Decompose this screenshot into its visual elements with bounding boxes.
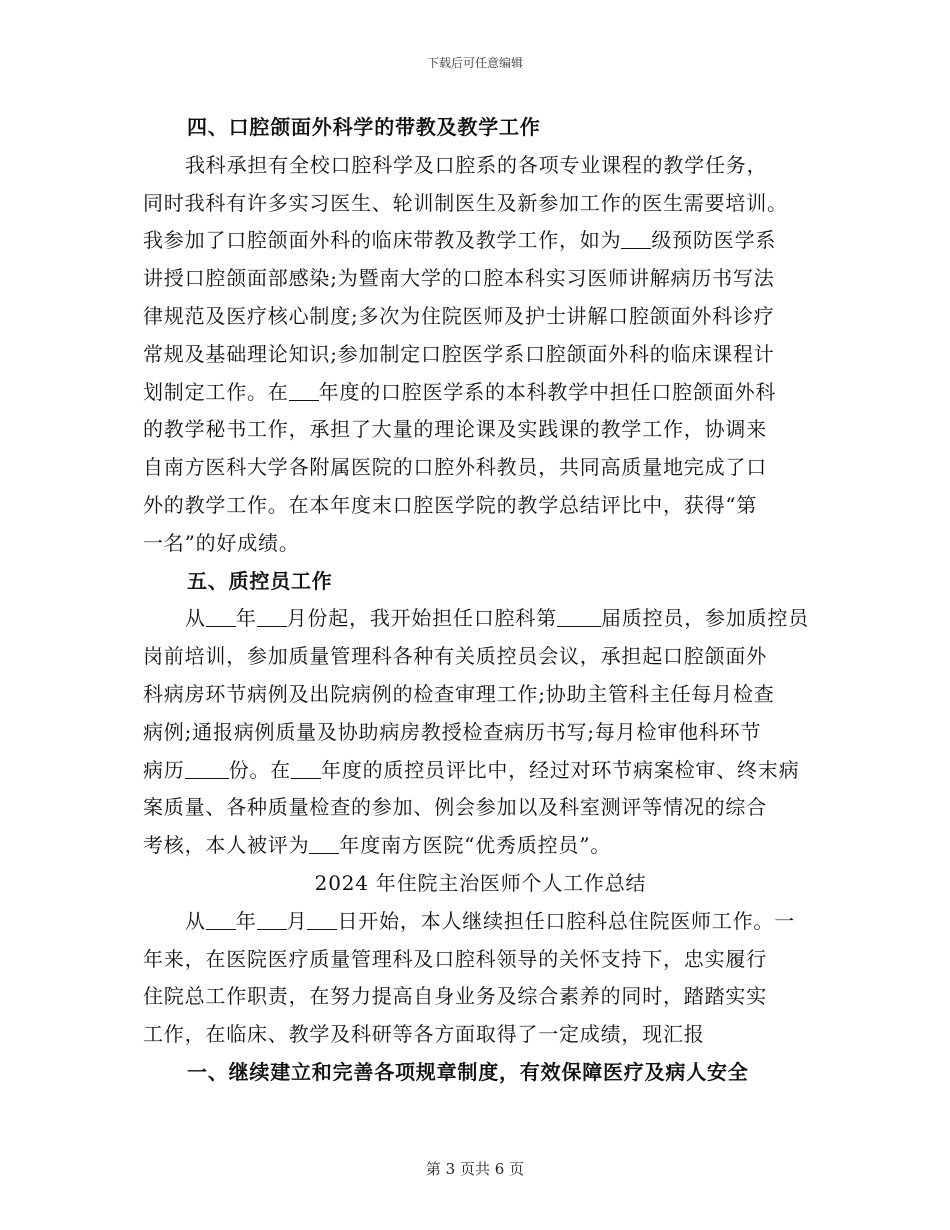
text-segment: 我参加了口腔颌面外科的临床带教及教学工作，如为 <box>143 228 622 253</box>
blank-underline <box>257 607 287 627</box>
text-segment: 划制定工作。在 <box>143 379 289 404</box>
text-segment: 年 <box>235 606 257 631</box>
paragraph-line: 我科承担有全校口腔科学及口腔系的各项专业课程的教学任务， <box>185 152 768 177</box>
document-title: 2024 年住院主治医师个人工作总结 <box>314 870 647 895</box>
text-segment: 从 <box>185 908 206 933</box>
text-segment: 届质控员，参加质控员 <box>601 606 810 631</box>
section-1-heading: 一、继续建立和完善各项规章制度，有效保障医疗及病人安全 <box>187 1059 749 1084</box>
text-segment: 月 <box>286 908 308 933</box>
paragraph-line: 同时我科有许多实习医生、轮训制医生及新参加工作的医生需要培训。 <box>143 190 788 215</box>
text-segment: 年度的口腔医学系的本科教学中担任口腔颌面外科 <box>318 379 777 404</box>
blank-underline <box>621 229 651 249</box>
document-body <box>143 109 808 1092</box>
text-segment: 病历 <box>143 757 185 782</box>
paragraph-line: 外的教学工作。在本年度末口腔医学院的教学总结评比中，获得“第 <box>143 492 758 517</box>
page-footer: 第 3 页共 6 页 <box>425 1160 525 1178</box>
paragraph-line: 科病房环节病例及出院病例的检查审理工作;协助主管科主任每月检查 <box>143 681 775 706</box>
text-segment: 从 <box>185 606 206 631</box>
paragraph-line: 年来，在医院医疗质量管理科及口腔科领导的关怀支持下，忠实履行 <box>143 946 767 971</box>
paragraph-line: 律规范及医疗核心制度;多次为住院医师及护士讲解口腔颌面外科诊疗 <box>143 303 775 328</box>
paragraph-line: 岗前培训，参加质量管理科各种有关质控员会议，承担起口腔颌面外 <box>143 644 767 669</box>
blank-underline <box>185 759 229 779</box>
text-segment: 日开始，本人继续担任口腔科总住院医师工作。一 <box>337 908 796 933</box>
paragraph-line <box>143 752 808 790</box>
blank-underline <box>291 759 321 779</box>
blank-underline <box>557 607 601 627</box>
blank-underline <box>307 910 337 930</box>
blank-underline <box>289 381 319 401</box>
text-segment: 考核，本人被评为 <box>143 833 310 858</box>
paragraph-line: 的教学秘书工作，承担了大量的理论课及实践课的教学工作，协调来 <box>143 417 767 442</box>
paragraph-line: 自南方医科大学各附属医院的口腔外科教员，共同高质量地完成了口 <box>143 455 767 480</box>
blank-underline <box>206 910 236 930</box>
text-segment: 年度南方医院“优秀质控员”。 <box>339 833 612 858</box>
paragraph-line <box>143 374 808 412</box>
paragraph-line: 一名”的好成绩。 <box>143 530 300 555</box>
paragraph-line: 常规及基础理论知识;参加制定口腔医学系口腔颌面外科的临床课程计 <box>143 341 775 366</box>
text-segment: 年 <box>235 908 257 933</box>
paragraph-line <box>143 903 808 941</box>
paragraph-line <box>143 827 808 865</box>
paragraph-line: 病例;通报病例质量及协助病房教授检查病历书写;每月检审他科环节 <box>143 719 762 744</box>
page-header: 下载后可任意编辑 <box>426 56 523 70</box>
blank-underline <box>257 910 287 930</box>
paragraph-line: 案质量、各种质量检查的参加、例会参加以及科室测评等情况的综合 <box>143 795 767 820</box>
section-4-heading: 四、口腔颌面外科学的带教及教学工作 <box>187 115 541 139</box>
paragraph-line <box>143 222 808 260</box>
paragraph-line: 住院总工作职责，在努力提高自身业务及综合素养的同时，踏踏实实 <box>143 984 767 1009</box>
paragraph-line: 讲授口腔颌面部感染;为暨南大学的口腔本科实习医师讲解病历书写法 <box>143 266 775 291</box>
blank-underline <box>206 607 236 627</box>
text-segment: 月份起，我开始担任口腔科第 <box>286 606 558 631</box>
text-segment: 级预防医学系 <box>651 228 777 253</box>
paragraph-line: 工作，在临床、教学及科研等各方面取得了一定成绩，现汇报 <box>143 1022 705 1047</box>
section-5-heading: 五、质控员工作 <box>187 568 333 593</box>
blank-underline <box>309 834 339 854</box>
text-segment: 份。在 <box>228 757 292 782</box>
paragraph-line <box>143 600 808 638</box>
text-segment: 年度的质控员评比中，经过对环节病案检审、终末病 <box>321 757 800 782</box>
